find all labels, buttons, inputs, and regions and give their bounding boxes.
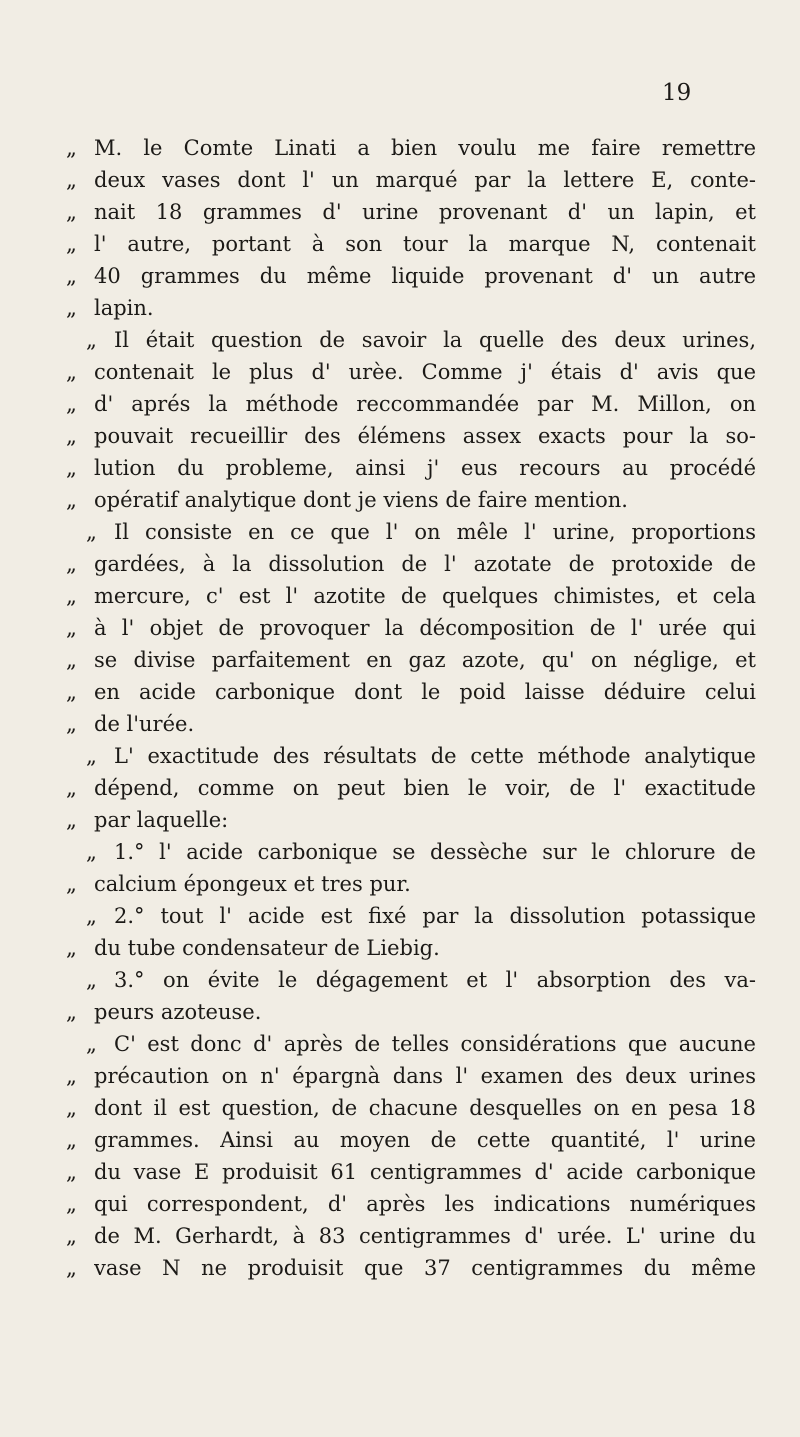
quote-mark: „ xyxy=(66,648,77,672)
page-number: 19 xyxy=(662,80,692,106)
quote-mark: „ xyxy=(66,1160,77,1184)
quote-mark: „ xyxy=(66,264,77,288)
quote-mark: „ xyxy=(86,904,97,928)
text-line xyxy=(66,1220,756,1252)
line-text: 2.° tout l' acide est fixé par la dissolution potassique xyxy=(114,904,756,928)
quote-mark: „ xyxy=(66,1096,77,1120)
text-line xyxy=(66,1156,756,1188)
line-text: L' exactitude des résultats de cette méthode analytique xyxy=(114,744,756,768)
line-text: deux vases dont l' un marqué par la lettere E, conte- xyxy=(94,168,756,192)
line-text: 40 grammes du même liquide provenant d' un autre xyxy=(94,264,756,288)
text-line xyxy=(66,388,756,420)
line-text: du tube condensateur de Liebig. xyxy=(94,936,440,960)
line-text: 3.° on évite le dégagement et l' absorption des va- xyxy=(114,968,756,992)
text-line xyxy=(66,932,756,964)
text-line xyxy=(66,420,756,452)
text-line xyxy=(66,260,756,292)
text-line xyxy=(66,132,756,164)
text-line xyxy=(66,740,756,772)
line-text: calcium épongeux et tres pur. xyxy=(94,872,411,896)
line-text: du vase E produisit 61 centigrammes d' acide carbonique xyxy=(94,1160,756,1184)
line-text: nait 18 grammes d' urine provenant d' un lapin, et xyxy=(94,200,756,224)
line-text: à l' objet de provoquer la décomposition de l' urée qui xyxy=(94,616,756,640)
quote-mark: „ xyxy=(66,552,77,576)
quote-mark: „ xyxy=(66,1128,77,1152)
line-text: par laquelle: xyxy=(94,808,229,832)
line-text: vase N ne produisit que 37 centigrammes du même xyxy=(94,1256,756,1280)
text-line xyxy=(66,196,756,228)
text-line xyxy=(66,964,756,996)
quote-mark: „ xyxy=(66,584,77,608)
text-line xyxy=(66,1252,756,1284)
quote-mark: „ xyxy=(66,872,77,896)
text-line xyxy=(66,228,756,260)
quote-mark: „ xyxy=(86,1032,97,1056)
text-line xyxy=(66,708,756,740)
quote-mark: „ xyxy=(66,488,77,512)
text-line xyxy=(66,452,756,484)
quote-mark: „ xyxy=(66,424,77,448)
body-text xyxy=(66,132,756,1284)
quote-mark: „ xyxy=(66,136,77,160)
text-line xyxy=(66,804,756,836)
line-text: C' est donc d' après de telles considérations que aucune xyxy=(114,1032,756,1056)
text-line xyxy=(66,772,756,804)
line-text: se divise parfaitement en gaz azote, qu' on néglige, et xyxy=(94,648,756,672)
text-line xyxy=(66,164,756,196)
line-text: opératif analytique dont je viens de faire mention. xyxy=(94,488,628,512)
line-text: contenait le plus d' urèe. Comme j' étais d' avis que xyxy=(94,360,756,384)
text-line xyxy=(66,1028,756,1060)
quote-mark: „ xyxy=(86,968,97,992)
line-text: 1.° l' acide carbonique se dessèche sur le chlorure de xyxy=(114,840,756,864)
text-line xyxy=(66,996,756,1028)
quote-mark: „ xyxy=(66,936,77,960)
line-text: d' aprés la méthode reccommandée par M. Millon, on xyxy=(94,392,756,416)
text-line xyxy=(66,324,756,356)
text-line xyxy=(66,1060,756,1092)
line-text: lution du probleme, ainsi j' eus recours au procédé xyxy=(94,456,756,480)
line-text: Il consiste en ce que l' on mêle l' urine, proportions xyxy=(114,520,756,544)
quote-mark: „ xyxy=(66,1224,77,1248)
line-text: grammes. Ainsi au moyen de cette quantité, l' urine xyxy=(94,1128,756,1152)
quote-mark: „ xyxy=(86,744,97,768)
text-line xyxy=(66,1092,756,1124)
text-line xyxy=(66,484,756,516)
quote-mark: „ xyxy=(66,456,77,480)
quote-mark: „ xyxy=(66,712,77,736)
quote-mark: „ xyxy=(66,392,77,416)
quote-mark: „ xyxy=(66,808,77,832)
line-text: mercure, c' est l' azotite de quelques chimistes, et cela xyxy=(94,584,756,608)
text-line xyxy=(66,356,756,388)
line-text: qui correspondent, d' après les indications numériques xyxy=(94,1192,756,1216)
text-line xyxy=(66,1124,756,1156)
text-line xyxy=(66,1188,756,1220)
line-text: précaution on n' épargnà dans l' examen des deux urines xyxy=(94,1064,756,1088)
text-line xyxy=(66,900,756,932)
line-text: de M. Gerhardt, à 83 centigrammes d' urée. L' urine du xyxy=(94,1224,756,1248)
text-line xyxy=(66,644,756,676)
line-text: pouvait recueillir des élémens assex exacts pour la so- xyxy=(94,424,756,448)
line-text: de l'urée. xyxy=(94,712,195,736)
quote-mark: „ xyxy=(66,1000,77,1024)
quote-mark: „ xyxy=(86,328,97,352)
line-text: M. le Comte Linati a bien voulu me faire remettre xyxy=(94,136,756,160)
text-line xyxy=(66,580,756,612)
text-line xyxy=(66,548,756,580)
quote-mark: „ xyxy=(66,1192,77,1216)
text-line xyxy=(66,836,756,868)
quote-mark: „ xyxy=(66,1256,77,1280)
text-line xyxy=(66,292,756,324)
text-line xyxy=(66,676,756,708)
quote-mark: „ xyxy=(66,680,77,704)
line-text: gardées, à la dissolution de l' azotate de protoxide de xyxy=(94,552,756,576)
quote-mark: „ xyxy=(86,840,97,864)
quote-mark: „ xyxy=(66,616,77,640)
quote-mark: „ xyxy=(66,360,77,384)
line-text: l' autre, portant à son tour la marque N, contenait xyxy=(94,232,756,256)
line-text: en acide carbonique dont le poid laisse déduire celui xyxy=(94,680,756,704)
line-text: Il était question de savoir la quelle des deux urines, xyxy=(114,328,756,352)
quote-mark: „ xyxy=(66,1064,77,1088)
quote-mark: „ xyxy=(66,200,77,224)
quote-mark: „ xyxy=(66,296,77,320)
line-text: lapin. xyxy=(94,296,154,320)
line-text: dont il est question, de chacune desquelles on en pesa 18 xyxy=(94,1096,756,1120)
quote-mark: „ xyxy=(66,168,77,192)
quote-mark: „ xyxy=(86,520,97,544)
line-text: peurs azoteuse. xyxy=(94,1000,262,1024)
quote-mark: „ xyxy=(66,232,77,256)
text-line xyxy=(66,516,756,548)
quote-mark: „ xyxy=(66,776,77,800)
text-line xyxy=(66,868,756,900)
line-text: dépend, comme on peut bien le voir, de l' exactitude xyxy=(94,776,756,800)
text-line xyxy=(66,612,756,644)
